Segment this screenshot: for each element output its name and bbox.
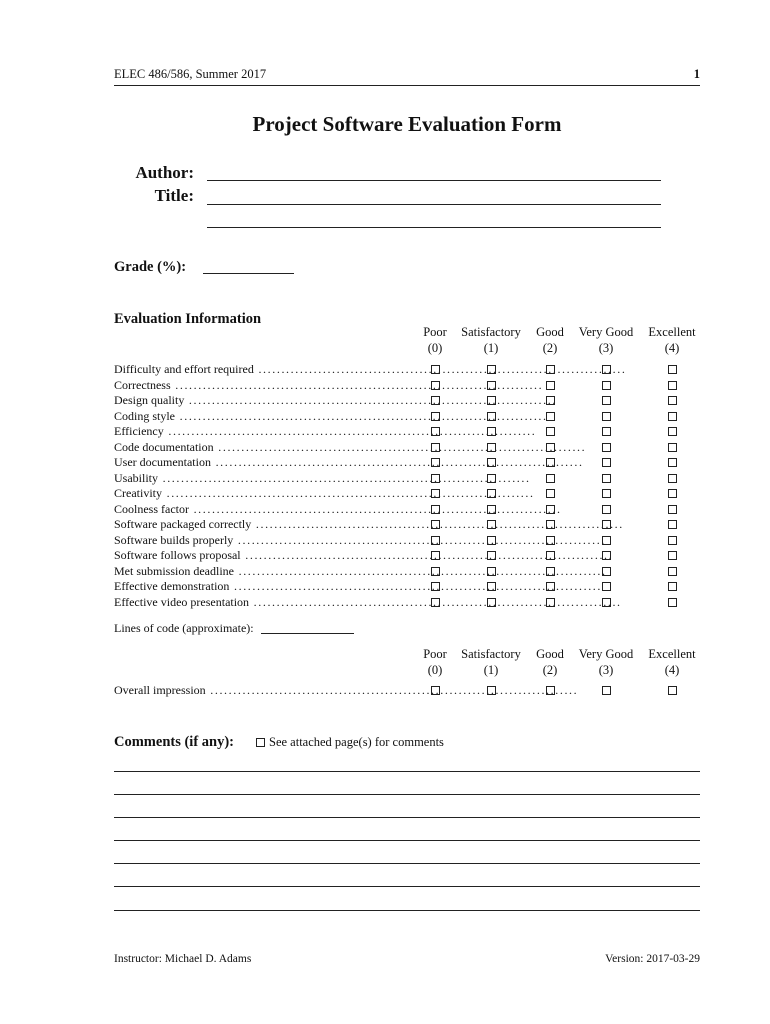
criterion-text: Effective video presentation (114, 594, 250, 609)
scale-label: Satisfactory (461, 647, 521, 661)
criterion-row-label (114, 532, 606, 549)
scale-column-header (632, 647, 712, 678)
rating-checkbox[interactable] (668, 582, 677, 591)
criterion-row-label (114, 408, 548, 425)
rating-checkbox[interactable] (431, 458, 440, 467)
criterion-row-label (114, 486, 535, 502)
rating-checkbox[interactable] (431, 412, 440, 421)
scale-value: (0) (427, 662, 443, 677)
criterion-text: Software follows proposal (114, 548, 241, 562)
comment-line[interactable] (114, 817, 700, 818)
rating-checkbox[interactable] (602, 458, 611, 467)
rating-checkbox[interactable] (668, 396, 677, 405)
rating-checkbox[interactable] (602, 536, 611, 545)
author-field-line[interactable] (207, 180, 661, 181)
scale-value: (2) (542, 340, 558, 355)
criterion-text: Usability (114, 470, 158, 485)
dot-leader: ................................................................................ (175, 408, 548, 423)
rating-checkbox[interactable] (431, 505, 440, 514)
rating-checkbox[interactable] (546, 567, 555, 576)
rating-checkbox[interactable] (431, 396, 440, 405)
rating-checkbox[interactable] (602, 505, 611, 514)
scale-label: Good (536, 325, 564, 339)
rating-checkbox[interactable] (602, 412, 611, 421)
dot-leader: ................................................................................ (234, 563, 607, 578)
criterion-row-label (114, 579, 603, 595)
criterion-text: Code documentation (114, 439, 214, 454)
rating-checkbox[interactable] (546, 412, 555, 421)
scale-value: (1) (483, 340, 499, 355)
version-footer: Version: 2017-03-29 (605, 953, 700, 965)
rating-checkbox[interactable] (431, 551, 440, 560)
dot-leader: ................................................................................ (249, 594, 622, 609)
rating-checkbox[interactable] (546, 489, 555, 498)
scale-value: (2) (542, 662, 558, 677)
rating-checkbox[interactable] (487, 567, 496, 576)
scale-value: (3) (598, 340, 614, 355)
rating-checkbox[interactable] (487, 536, 496, 545)
criterion-text: Creativity (114, 486, 162, 500)
rating-checkbox[interactable] (602, 396, 611, 405)
rating-checkbox[interactable] (668, 427, 677, 436)
criterion-row-label (114, 439, 587, 456)
rating-checkbox[interactable] (668, 412, 677, 421)
scale-column-header (632, 325, 712, 356)
rating-checkbox[interactable] (668, 551, 677, 560)
rating-checkbox[interactable] (546, 520, 555, 529)
rating-checkbox[interactable] (546, 474, 555, 483)
rating-checkbox[interactable] (602, 582, 611, 591)
rating-checkbox[interactable] (431, 427, 440, 436)
criterion-text: Correctness (114, 377, 171, 392)
dot-leader: ................................................................................ (184, 393, 557, 407)
rating-checkbox[interactable] (431, 365, 440, 374)
rating-checkbox[interactable] (668, 520, 677, 529)
rating-checkbox[interactable] (487, 489, 496, 498)
grade-label: Grade (%): (114, 259, 187, 275)
instructor-footer: Instructor: Michael D. Adams (114, 953, 252, 965)
rating-checkbox[interactable] (487, 427, 496, 436)
criterion-row-label (114, 362, 627, 378)
criterion-row-label (114, 501, 562, 518)
rating-checkbox[interactable] (668, 505, 677, 514)
scale-value: (1) (483, 662, 499, 677)
rating-checkbox[interactable] (546, 443, 555, 452)
grade-field-line[interactable] (203, 273, 294, 274)
rating-checkbox[interactable] (668, 686, 677, 695)
dot-leader: ................................................................................ (205, 683, 579, 697)
scale-label: Poor (423, 647, 447, 661)
scale-label: Excellent (648, 647, 696, 661)
criterion-text: Design quality (114, 393, 185, 407)
rating-checkbox[interactable] (602, 474, 611, 483)
comments-heading: Comments (if any): (114, 734, 235, 750)
criterion-row-label (114, 424, 537, 440)
criterion-text: Overall impression (114, 683, 206, 697)
criterion-row-label (114, 517, 624, 533)
rating-checkbox[interactable] (487, 474, 496, 483)
rating-checkbox[interactable] (668, 474, 677, 483)
criterion-row-label (114, 455, 584, 471)
rating-checkbox[interactable] (668, 598, 677, 607)
criterion-row-label (114, 563, 607, 580)
criterion-row-label (114, 594, 622, 611)
rating-checkbox[interactable] (602, 686, 611, 695)
rating-checkbox[interactable] (487, 381, 496, 390)
comment-line[interactable] (114, 910, 700, 911)
dot-leader: ................................................................................ (170, 377, 544, 392)
rating-checkbox[interactable] (431, 489, 440, 498)
rating-checkbox[interactable] (668, 489, 677, 498)
rating-checkbox[interactable] (546, 381, 555, 390)
rating-checkbox[interactable] (487, 551, 496, 560)
rating-checkbox[interactable] (546, 551, 555, 560)
dot-leader: ................................................................................ (162, 486, 535, 500)
rating-checkbox[interactable] (487, 505, 496, 514)
rating-checkbox[interactable] (487, 458, 496, 467)
dot-leader: ................................................................................ (240, 548, 614, 562)
rating-checkbox[interactable] (487, 686, 496, 695)
criterion-row-label (114, 470, 531, 487)
rating-checkbox[interactable] (431, 443, 440, 452)
rating-checkbox[interactable] (546, 686, 555, 695)
overall-impression-label (114, 683, 579, 699)
criterion-text: User documentation (114, 455, 211, 469)
rating-checkbox[interactable] (668, 381, 677, 390)
rating-checkbox[interactable] (602, 598, 611, 607)
author-label: Author: (135, 163, 194, 182)
rating-checkbox[interactable] (546, 598, 555, 607)
rating-checkbox[interactable] (602, 520, 611, 529)
scale-label: Satisfactory (461, 325, 521, 339)
dot-leader: ................................................................................ (253, 362, 627, 376)
dot-leader: ................................................................................ (163, 424, 537, 438)
rating-checkbox[interactable] (431, 598, 440, 607)
dot-leader: ................................................................................ (251, 517, 624, 531)
criterion-row-label (114, 377, 544, 394)
rating-checkbox[interactable] (431, 536, 440, 545)
scale-label: Very Good (578, 647, 634, 661)
lines-of-code-field-line[interactable] (261, 633, 354, 634)
rating-checkbox[interactable] (546, 365, 555, 374)
rating-checkbox[interactable] (487, 365, 496, 374)
evaluation-heading: Evaluation Information (114, 311, 262, 327)
scale-value: (4) (664, 340, 680, 355)
comment-line[interactable] (114, 840, 700, 841)
scale-label: Poor (423, 325, 447, 339)
rating-checkbox[interactable] (431, 582, 440, 591)
page-number: 1 (693, 67, 700, 81)
title-field-line-2[interactable] (207, 227, 661, 228)
rating-checkbox[interactable] (487, 396, 496, 405)
criterion-text: Effective demonstration (114, 579, 230, 593)
dot-leader: ................................................................................ (188, 501, 562, 516)
scale-label: Very Good (578, 325, 634, 339)
title-label: Title: (154, 186, 194, 205)
rating-checkbox[interactable] (602, 381, 611, 390)
criterion-text: Efficiency (114, 424, 164, 438)
scale-value: (4) (664, 662, 680, 677)
rating-checkbox[interactable] (602, 365, 611, 374)
criterion-text: Coolness factor (114, 501, 189, 516)
criterion-text: Software builds properly (114, 532, 234, 547)
scale-value: (3) (598, 662, 614, 677)
form-title: Project Software Evaluation Form (252, 112, 562, 136)
rating-checkbox[interactable] (668, 567, 677, 576)
dot-leader: ................................................................................ (229, 579, 603, 593)
rating-checkbox[interactable] (546, 536, 555, 545)
title-field-line[interactable] (207, 204, 661, 205)
dot-leader: ................................................................................ (210, 455, 584, 469)
lines-of-code-label: Lines of code (approximate): (114, 621, 254, 635)
comment-line[interactable] (114, 886, 700, 887)
rating-checkbox[interactable] (602, 443, 611, 452)
dot-leader: ................................................................................ (233, 532, 606, 547)
rating-checkbox[interactable] (546, 427, 555, 436)
header-divider (114, 85, 700, 86)
criterion-row-label (114, 393, 557, 409)
rating-checkbox[interactable] (602, 427, 611, 436)
rating-checkbox[interactable] (668, 443, 677, 452)
attached-pages-label: See attached page(s) for comments (269, 735, 444, 749)
rating-checkbox[interactable] (602, 489, 611, 498)
rating-checkbox[interactable] (546, 396, 555, 405)
rating-checkbox[interactable] (668, 536, 677, 545)
rating-checkbox[interactable] (431, 686, 440, 695)
rating-checkbox[interactable] (431, 567, 440, 576)
rating-checkbox[interactable] (602, 551, 611, 560)
attached-pages-checkbox[interactable] (256, 738, 265, 747)
attached-pages-option[interactable] (256, 735, 444, 750)
criterion-text: Difficulty and effort required (114, 362, 254, 376)
rating-checkbox[interactable] (487, 582, 496, 591)
criterion-text: Met submission deadline (114, 563, 234, 578)
criterion-text: Software packaged correctly (114, 517, 252, 531)
scale-value: (0) (427, 340, 443, 355)
rating-checkbox[interactable] (602, 567, 611, 576)
dot-leader: ................................................................................ (158, 470, 531, 485)
comment-line[interactable] (114, 771, 700, 772)
rating-checkbox[interactable] (487, 443, 496, 452)
rating-checkbox[interactable] (487, 520, 496, 529)
rating-checkbox[interactable] (546, 505, 555, 514)
scale-label: Excellent (648, 325, 696, 339)
criterion-row-label (114, 548, 614, 564)
rating-checkbox[interactable] (431, 474, 440, 483)
scale-label: Good (536, 647, 564, 661)
rating-checkbox[interactable] (487, 598, 496, 607)
dot-leader: ................................................................................ (213, 439, 587, 454)
rating-checkbox[interactable] (668, 365, 677, 374)
comment-line[interactable] (114, 794, 700, 795)
rating-checkbox[interactable] (431, 520, 440, 529)
rating-checkbox[interactable] (431, 381, 440, 390)
rating-checkbox[interactable] (487, 412, 496, 421)
criterion-text: Coding style (114, 408, 176, 423)
rating-checkbox[interactable] (546, 582, 555, 591)
rating-checkbox[interactable] (546, 458, 555, 467)
rating-checkbox[interactable] (668, 458, 677, 467)
comment-line[interactable] (114, 863, 700, 864)
course-header: ELEC 486/586, Summer 2017 (114, 67, 267, 81)
